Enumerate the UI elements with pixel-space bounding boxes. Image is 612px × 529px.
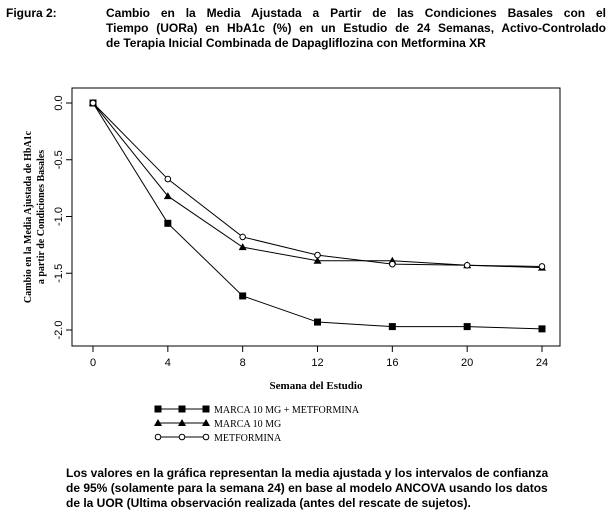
series-line-square bbox=[93, 103, 542, 329]
x-tick-label: 12 bbox=[311, 357, 324, 369]
note-line-2: de 95% (solamente para la semana 24) en base al modelo ANCOVA usando los datos bbox=[66, 481, 548, 495]
series-triangle bbox=[89, 99, 546, 271]
legend-entry bbox=[155, 433, 282, 444]
plot-frame bbox=[72, 88, 560, 346]
legend-entry bbox=[154, 419, 281, 430]
x-axis-label: Semana del Estudio bbox=[269, 380, 363, 392]
x-tick-label: 24 bbox=[535, 357, 549, 369]
x-tick-label: 16 bbox=[386, 357, 399, 369]
figure-label: Figura 2: bbox=[6, 6, 57, 20]
y-axis-label-line-1: Cambio en la Media Ajustada de HbA1c bbox=[23, 130, 34, 304]
y-tick-label: -1.0 bbox=[53, 207, 65, 226]
data-point-triangle bbox=[239, 243, 247, 250]
legend bbox=[154, 405, 360, 444]
x-tick-label: 20 bbox=[461, 357, 474, 369]
note-line-3: de la UOR (Ultima observación realizada (antes del rescate de sujetos). bbox=[66, 496, 471, 510]
data-point-square bbox=[464, 323, 471, 330]
legend-label: MARCA 10 MG bbox=[214, 419, 282, 430]
data-point-circle bbox=[390, 261, 396, 267]
legend-label: MARCA 10 MG + METFORMINA bbox=[214, 405, 360, 416]
legend-marker-square bbox=[179, 406, 186, 413]
legend-label: METFORMINA bbox=[214, 433, 282, 444]
figure-note bbox=[66, 466, 602, 511]
note-line-1: Los valores en la gráfica representan la media ajustada y los intervalos de confianza bbox=[66, 466, 549, 480]
data-point-circle bbox=[90, 100, 96, 106]
y-tick-label: -0.5 bbox=[53, 150, 65, 170]
data-point-square bbox=[389, 323, 396, 330]
data-point-circle bbox=[464, 263, 470, 269]
y-axis bbox=[53, 95, 72, 339]
data-point-circle bbox=[539, 264, 545, 270]
data-point-circle bbox=[315, 252, 321, 258]
series-square bbox=[90, 100, 546, 333]
y-axis-label-line-2: a partir de Condiciones Basales bbox=[36, 149, 47, 285]
data-point-square bbox=[239, 292, 246, 299]
title-line-1: Cambio en la Media Ajustada a Partir de las Condiciones Basales con el bbox=[106, 6, 606, 20]
legend-marker-circle bbox=[155, 434, 161, 440]
legend-marker-circle bbox=[203, 434, 209, 440]
legend-entry bbox=[155, 405, 360, 416]
x-tick-label: 0 bbox=[89, 357, 97, 369]
title-line-2: Tiempo (UORa) en HbA1c (%) en un Estudio de 24 Semanas, Activo-Controlado bbox=[106, 21, 606, 35]
legend-marker-square bbox=[155, 406, 162, 413]
x-axis bbox=[90, 346, 548, 369]
data-point-square bbox=[164, 220, 171, 227]
series-line-triangle bbox=[93, 103, 542, 268]
x-tick-label: 8 bbox=[239, 357, 246, 369]
x-tick-label: 4 bbox=[164, 357, 171, 369]
legend-marker-square bbox=[203, 406, 210, 413]
title-line-3: de Terapia Inicial Combinada de Dapagliflozina con Metformina XR bbox=[106, 36, 486, 50]
data-point-circle bbox=[240, 234, 246, 240]
y-tick-label: -2.0 bbox=[53, 320, 65, 340]
series-line-circle bbox=[93, 103, 542, 266]
y-tick-label: 0.0 bbox=[53, 95, 65, 111]
y-tick-label: -1.5 bbox=[53, 263, 65, 283]
data-point-square bbox=[314, 319, 321, 326]
data-point-square bbox=[539, 325, 546, 332]
data-point-circle bbox=[165, 176, 171, 182]
legend-marker-circle bbox=[179, 434, 185, 440]
series-layer bbox=[89, 99, 546, 332]
